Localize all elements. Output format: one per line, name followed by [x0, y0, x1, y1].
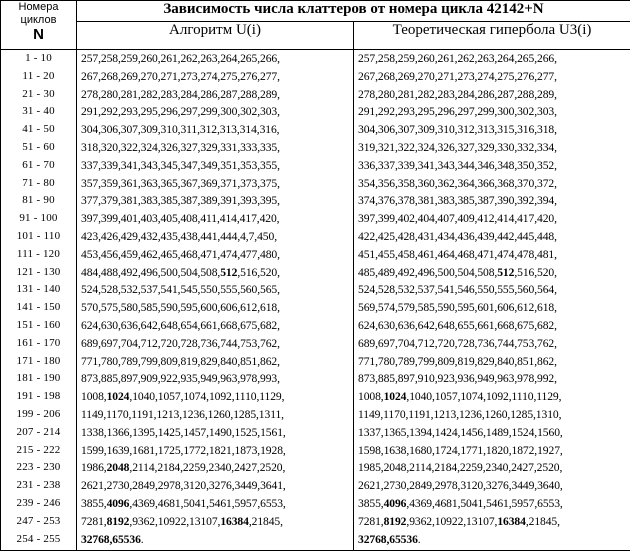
theoretical-values-column: [354, 50, 630, 551]
theoretical-row-values: 422,425,428,431,434,436,439,442,445,448,: [358, 229, 557, 243]
highlighted-power-of-two: 4096: [383, 496, 407, 510]
algorithm-row-values: 32768,65536.: [81, 532, 144, 546]
theoretical-row-values: 569,574,579,585,590,595,601,606,612,618,: [358, 301, 557, 315]
algorithm-row-values: 337,339,341,343,345,347,349,351,353,355,: [81, 158, 280, 172]
theoretical-row-values: 397,399,402,404,407,409,412,414,417,420,: [358, 212, 557, 226]
cycle-range: 161 - 170: [16, 336, 61, 349]
algorithm-row-values: 453,456,459,462,465,468,471,474,477,480,: [81, 247, 280, 261]
theoretical-row-values: 374,376,378,381,383,385,387,390,392,394,: [358, 194, 557, 208]
highlighted-power-of-two: 8192: [383, 514, 407, 528]
cycle-range: 191 - 198: [16, 390, 61, 403]
algorithm-row-values: 484,488,492,496,500,504,508,512,516,520,: [81, 265, 280, 279]
theoretical-row-values: 3855,4096,4369,4681,5041,5461,5957,6553,: [358, 496, 563, 510]
highlighted-power-of-two: 1024: [106, 390, 130, 404]
highlighted-power-of-two: 4096: [106, 496, 130, 510]
algorithm-row-values: 7281,8192,9362,10922,13107,16384,21845,: [81, 514, 283, 528]
algorithm-row-values: 304,306,307,309,310,311,312,313,314,316,: [81, 123, 280, 137]
theoretical-row-values: 304,306,307,309,310,312,313,315,316,318,: [358, 123, 557, 137]
cycle-range: 31 - 40: [22, 105, 55, 118]
theoretical-row-values: 291,292,293,295,296,297,299,300,302,303,: [358, 105, 557, 119]
algorithm-column-header: Алгоритм U(i): [77, 22, 354, 50]
cycle-range: 81 - 90: [22, 194, 55, 207]
cycle-range: 199 - 206: [16, 407, 61, 420]
algorithm-row-values: 624,630,636,642,648,654,661,668,675,682,: [81, 318, 280, 332]
highlighted-power-of-two: 512: [497, 265, 515, 279]
cycle-range: 181 - 190: [16, 372, 61, 385]
algorithm-row-values: 377,379,381,383,385,387,389,391,393,395,: [81, 194, 280, 208]
theoretical-row-values: 257,258,259,260,261,262,263,264,265,266,: [358, 52, 557, 65]
highlighted-power-of-two: 16384: [220, 514, 249, 528]
highlighted-power-of-two: 16384: [497, 514, 526, 528]
theoretical-row-values: 336,337,339,341,343,344,346,348,350,352,: [358, 158, 557, 172]
algorithm-row-values: 397,399,401,403,405,408,411,414,417,420,: [81, 212, 280, 226]
theoretical-row-values: 1598,1638,1680,1724,1771,1820,1872,1927,: [358, 443, 563, 457]
corner-line2: циклов: [20, 14, 57, 26]
algorithm-row-values: 318,320,322,324,326,327,329,331,333,335,: [81, 140, 280, 154]
highlighted-power-of-two: 1024: [383, 390, 407, 404]
theoretical-row-values: 771,780,789,799,809,819,829,840,851,862,: [358, 354, 557, 368]
cycle-range: 51 - 60: [22, 140, 55, 153]
cycle-range: 1 - 10: [25, 52, 52, 64]
cycle-range: 71 - 80: [22, 176, 55, 189]
table-title: Зависимость числа клаттеров от номера цикла 42142+N: [77, 1, 630, 22]
highlighted-power-of-two: 32768,65536: [358, 532, 418, 546]
algorithm-row-values: 257,258,259,260,261,262,263,264,265,266,: [81, 52, 280, 65]
cycle-range: 151 - 160: [16, 318, 61, 331]
cycle-range: 247 - 253: [16, 514, 61, 527]
cycle-range: 21 - 30: [22, 87, 55, 100]
highlighted-power-of-two: 8192: [106, 514, 130, 528]
theoretical-row-values: 873,885,897,910,923,936,949,963,978,992,: [358, 372, 557, 386]
theoretical-column-header: Теоретическая гипербола U3(i): [354, 22, 630, 50]
theoretical-row-values: 319,321,322,324,326,327,329,330,332,334,: [358, 140, 557, 154]
cycle-ranges-column: [1, 50, 77, 551]
cycle-range: 61 - 70: [22, 158, 55, 171]
theoretical-row-values: 267,268,269,270,271,273,274,275,276,277,: [358, 69, 557, 83]
cycle-range: 131 - 140: [16, 283, 61, 296]
cycle-range: 91 - 100: [19, 212, 58, 225]
algorithm-row-values: 1599,1639,1681,1725,1772,1821,1873,1928,: [81, 443, 286, 457]
cycle-range: 111 - 120: [16, 247, 61, 260]
theoretical-row-values: 2621,2730,2849,2978,3120,3276,3449,3640,: [358, 479, 563, 493]
algorithm-row-values: 3855,4096,4369,4681,5041,5461,5957,6553,: [81, 496, 286, 510]
algorithm-row-values: 1986,2048,2114,2184,2259,2340,2427,2520,: [81, 461, 286, 475]
theoretical-row-values: 524,528,532,537,541,546,550,555,560,564,: [358, 283, 557, 297]
theoretical-row-values: 624,630,636,642,648,655,661,668,675,682,: [358, 318, 557, 332]
highlighted-power-of-two: 2048: [106, 461, 130, 475]
cycle-range: 239 - 246: [16, 496, 61, 509]
cycle-number-header: [1, 1, 77, 50]
algorithm-row-values: 267,268,269,270,271,273,274,275,276,277,: [81, 69, 280, 83]
algorithm-row-values: 423,426,429,432,435,438,441,444,4,7,450,: [81, 229, 277, 243]
algorithm-row-values: 524,528,532,537,541,545,550,555,560,565,: [81, 283, 280, 297]
algorithm-row-values: 771,780,789,799,809,819,829,840,851,862,: [81, 354, 280, 368]
theoretical-row-values: 32768,65536.: [358, 532, 421, 546]
theoretical-row-values: 278,280,281,282,283,284,286,287,288,289,: [358, 87, 557, 101]
cycle-range: 101 - 110: [16, 229, 61, 242]
algorithm-row-values: 1008,1024,1040,1057,1074,1092,1110,1129,: [81, 390, 285, 404]
cycle-range: 231 - 238: [16, 479, 61, 492]
cycle-range: 41 - 50: [22, 123, 55, 136]
theoretical-row-values: 1149,1170,1191,1213,1236,1260,1285,1310,: [358, 407, 562, 421]
theoretical-row-values: 7281,8192,9362,10922,13107,16384,21845,: [358, 514, 560, 528]
highlighted-power-of-two: 512: [220, 265, 238, 279]
algorithm-row-values: 1338,1366,1395,1425,1457,1490,1525,1561,: [81, 425, 286, 439]
highlighted-power-of-two: 32768,65536: [81, 532, 141, 546]
algorithm-row-values: 873,885,897,909,922,935,949,963,978,993,: [81, 372, 280, 386]
algorithm-row-values: 278,280,281,282,283,284,286,287,288,289,: [81, 87, 280, 101]
cycle-range: 254 - 255: [16, 532, 61, 545]
cycle-range: 207 - 214: [16, 425, 61, 438]
theoretical-row-values: 451,455,458,461,464,468,471,474,478,481,: [358, 247, 557, 261]
algorithm-values-column: [77, 50, 354, 551]
theoretical-row-values: 1985,2048,2114,2184,2259,2340,2427,2520,: [358, 461, 563, 475]
algorithm-row-values: 291,292,293,295,296,297,299,300,302,303,: [81, 105, 280, 119]
cycle-range: 121 - 130: [16, 265, 61, 278]
algorithm-row-values: 357,359,361,363,365,367,369,371,373,375,: [81, 176, 280, 190]
corner-n: N: [33, 26, 44, 43]
cycle-range: 215 - 222: [16, 443, 61, 456]
corner-line1: Номера: [18, 1, 59, 13]
cycle-range: 141 - 150: [16, 301, 61, 314]
theoretical-row-values: 1008,1024,1040,1057,1074,1092,1110,1129,: [358, 390, 562, 404]
cycle-range: 223 - 230: [16, 461, 61, 474]
theoretical-row-values: 689,697,704,712,720,728,736,744,753,762,: [358, 336, 557, 350]
algorithm-row-values: 2621,2730,2849,2978,3120,3276,3449,3641,: [81, 479, 286, 493]
algorithm-row-values: 1149,1170,1191,1213,1236,1260,1285,1311,: [81, 407, 284, 421]
theoretical-row-values: 485,489,492,496,500,504,508,512,516,520,: [358, 265, 557, 279]
algorithm-row-values: 570,575,580,585,590,595,600,606,612,618,: [81, 301, 280, 315]
cycle-range: 11 - 20: [22, 69, 55, 82]
algorithm-row-values: 689,697,704,712,720,728,736,744,753,762,: [81, 336, 280, 350]
theoretical-row-values: 1337,1365,1394,1424,1456,1489,1524,1560,: [358, 425, 563, 439]
cycle-range: 171 - 180: [16, 354, 61, 367]
theoretical-row-values: 354,356,358,360,362,364,366,368,370,372,: [358, 176, 557, 190]
